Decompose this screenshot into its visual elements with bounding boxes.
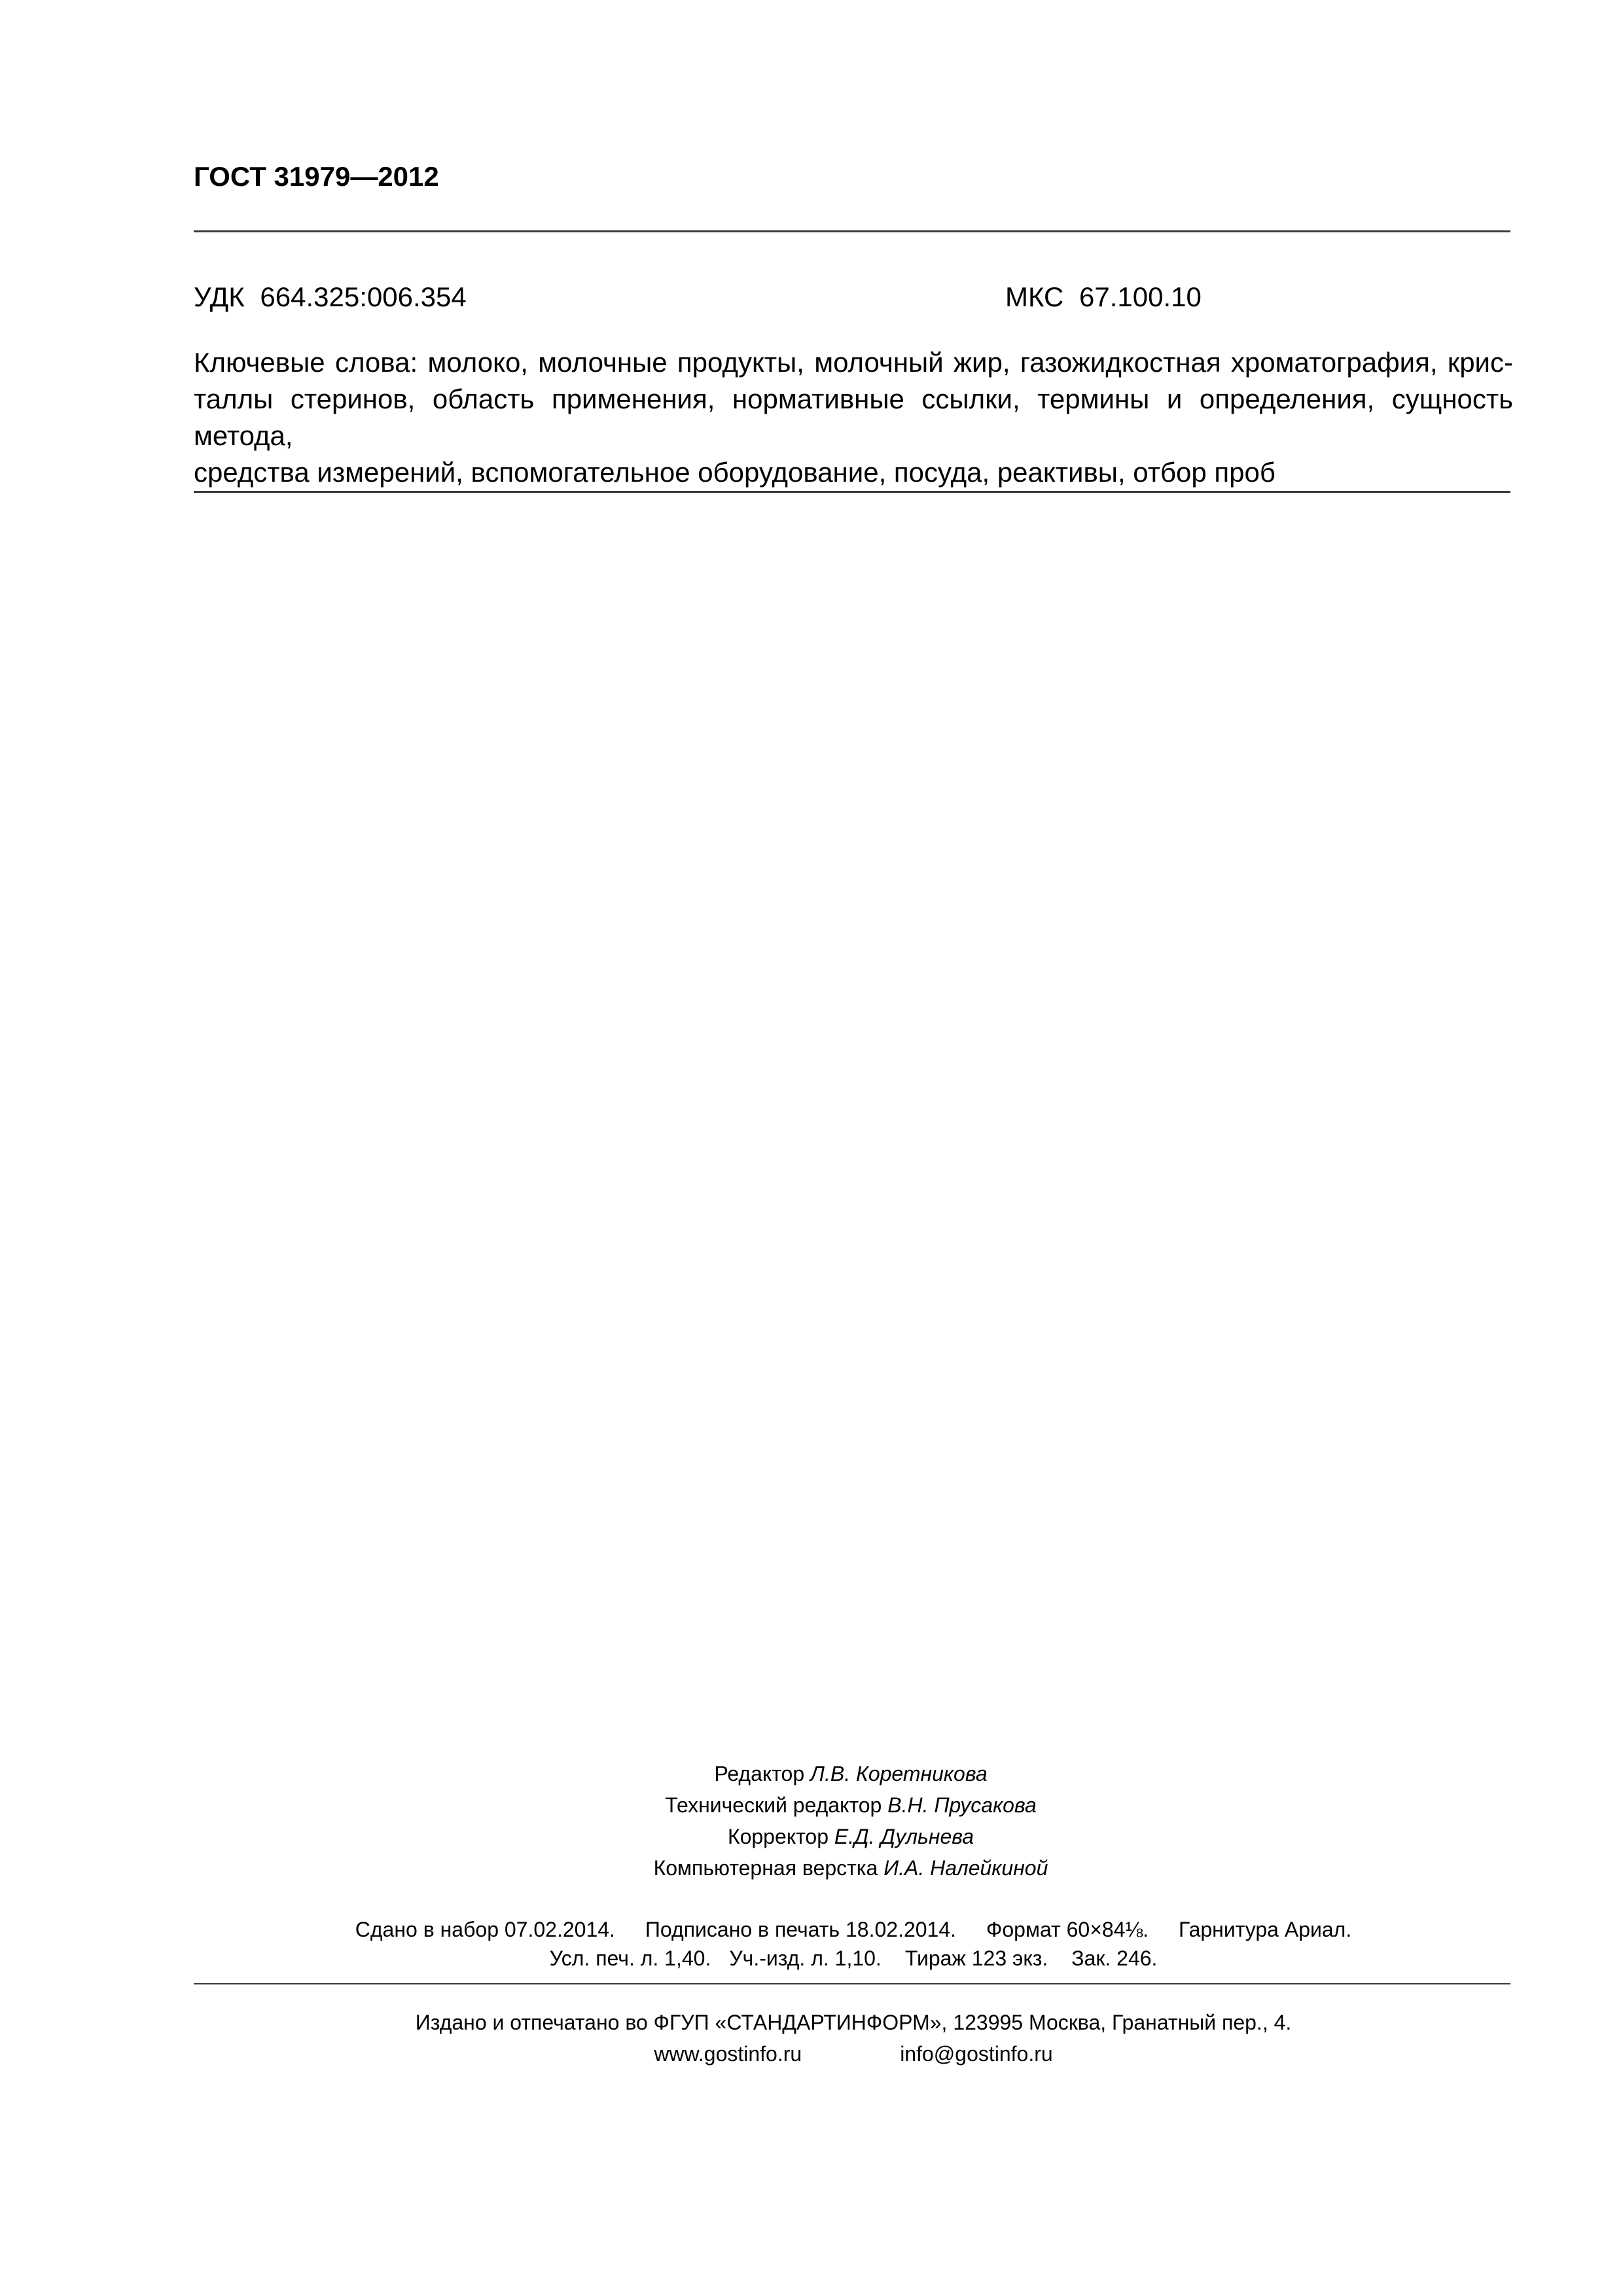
imprint-publisher-sheets: Уч.-изд. л. 1,10.	[729, 1946, 882, 1970]
keywords-divider	[194, 491, 1510, 493]
keywords-block	[194, 344, 1513, 491]
publisher-divider	[194, 1983, 1510, 1984]
imprint-print-sheets: Усл. печ. л. 1,40.	[549, 1946, 711, 1970]
credit-role: Редактор	[714, 1762, 811, 1785]
publisher-address: Издано и отпечатано во ФГУП «СТАНДАРТИНФОРМ», 123995 Москва, Гранатный пер., 4.	[415, 2011, 1292, 2034]
udk-classification	[194, 281, 467, 313]
keywords-line: таллы стеринов, область применения, нормативные ссылки, термины и определения, сущность метода,	[194, 384, 1513, 451]
credits-block	[393, 1758, 1309, 1884]
udk-value: 664.325:006.354	[260, 281, 467, 312]
mks-classification	[1005, 281, 1202, 313]
imprint-submitted: Сдано в набор 07.02.2014.	[355, 1918, 615, 1941]
keywords-line: средства измерений, вспомогательное оборудование, посуда, реактивы, отбор проб	[194, 457, 1275, 488]
credit-role: Компьютерная верстка	[653, 1856, 884, 1880]
imprint-line	[194, 1915, 1513, 1944]
credit-role: Технический редактор	[665, 1793, 888, 1817]
imprint-line	[194, 1944, 1513, 1973]
imprint-format: Формат 60×84⅛.	[986, 1918, 1149, 1941]
imprint-block	[194, 1915, 1513, 1973]
mks-label: МКС	[1005, 281, 1064, 312]
credit-name: Л.В. Коретникова	[810, 1762, 988, 1785]
imprint-signed: Подписано в печать 18.02.2014.	[645, 1918, 957, 1941]
keywords-line: Ключевые слова: молоко, молочные продукты, молочный жир, газожидкостная хроматография, крис-	[194, 347, 1513, 378]
publisher-website-link[interactable]: www.gostinfo.ru	[654, 2042, 802, 2066]
mks-value: 67.100.10	[1079, 281, 1202, 312]
standard-code: ГОСТ 31979—2012	[194, 161, 439, 192]
udk-label: УДК	[194, 281, 245, 312]
imprint-circulation: Тираж 123 экз.	[904, 1946, 1048, 1970]
publisher-email-link[interactable]: info@gostinfo.ru	[900, 2042, 1053, 2066]
credit-editor	[393, 1758, 1309, 1789]
header-divider	[194, 230, 1510, 232]
credit-name: Е.Д. Дульнева	[834, 1825, 974, 1848]
credit-proofreader	[393, 1821, 1309, 1852]
publisher-block	[194, 2007, 1513, 2070]
publisher-contacts	[194, 2038, 1513, 2070]
credit-layout	[393, 1852, 1309, 1884]
imprint-typeface: Гарнитура Ариал.	[1179, 1918, 1352, 1941]
imprint-order: Зак. 246.	[1071, 1946, 1158, 1970]
credit-name: И.А. Налейкиной	[883, 1856, 1048, 1880]
credit-technical-editor	[393, 1789, 1309, 1821]
credit-name: В.Н. Прусакова	[887, 1793, 1037, 1817]
credit-role: Корректор	[727, 1825, 834, 1848]
